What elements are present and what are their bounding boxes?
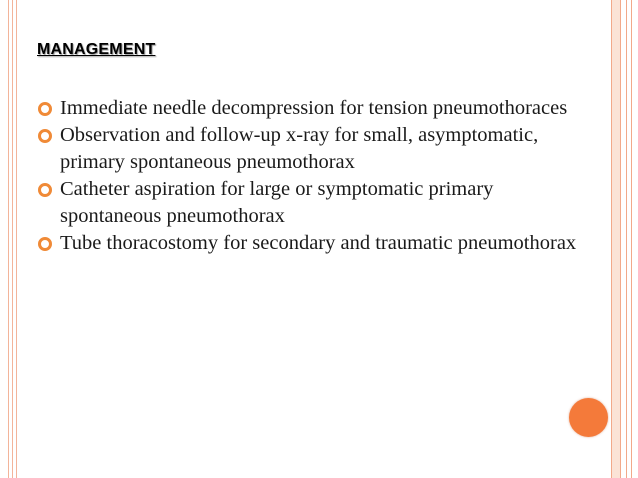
bullet-text: Immediate needle decompression for tension pneumothoraces bbox=[60, 97, 568, 119]
ring-bullet-icon bbox=[38, 129, 52, 143]
bullet-item bbox=[37, 230, 597, 257]
bullet-text: Observation and follow-up x-ray for small, asymptomatic, primary spontaneous pneumothorax bbox=[60, 124, 539, 173]
ring-bullet-icon bbox=[38, 237, 52, 251]
left-border-line bbox=[12, 0, 13, 478]
ring-bullet-icon bbox=[38, 183, 52, 197]
bullet-text: Tube thoracostomy for secondary and traumatic pneumothorax bbox=[60, 232, 577, 254]
bullet-text: Catheter aspiration for large or symptomatic primary spontaneous pneumothorax bbox=[60, 178, 494, 227]
bullet-item bbox=[37, 122, 597, 176]
bullet-item bbox=[37, 95, 597, 122]
right-border-line bbox=[611, 0, 612, 478]
bullet-item bbox=[37, 176, 597, 230]
right-border-band bbox=[612, 0, 620, 478]
left-border-line bbox=[8, 0, 9, 478]
right-border-line bbox=[626, 0, 627, 478]
slide-title: MANAGEMENT bbox=[37, 41, 156, 58]
right-border-line bbox=[631, 0, 632, 478]
right-border-line bbox=[620, 0, 621, 478]
left-border-line bbox=[16, 0, 17, 478]
orange-circle-icon bbox=[569, 398, 608, 437]
ring-bullet-icon bbox=[38, 102, 52, 116]
bullet-list bbox=[37, 95, 597, 257]
